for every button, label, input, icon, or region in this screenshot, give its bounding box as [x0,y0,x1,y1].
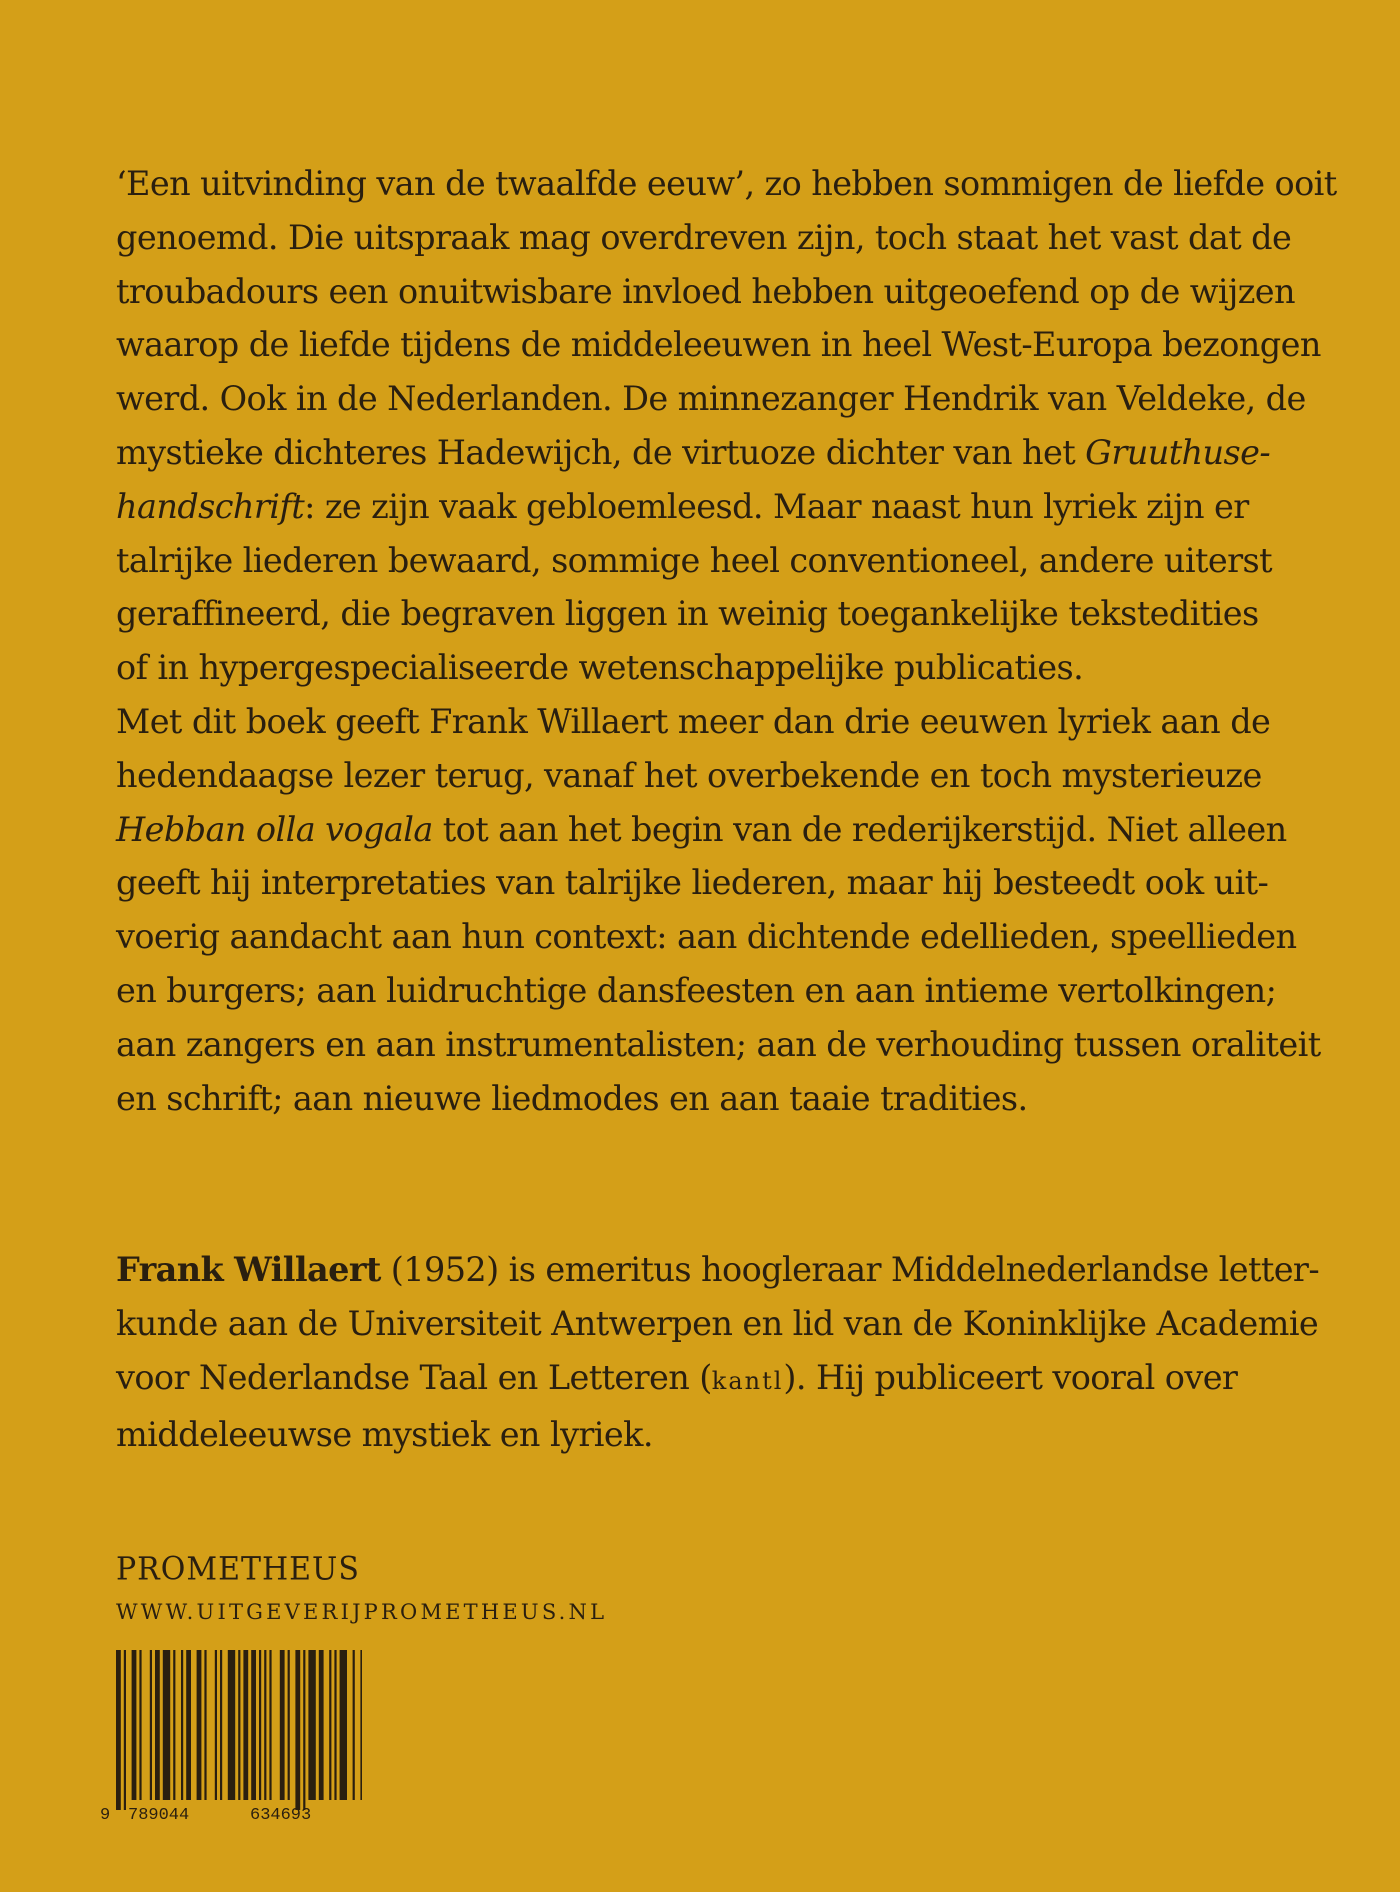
author-name: Frank Willaert [116,1250,381,1289]
blurb-italic-title: handschrift [116,486,305,526]
barcode-bar [228,1650,235,1800]
barcode-bar [181,1650,183,1800]
barcode-bar [139,1650,141,1800]
blurb-text: : ze zijn vaak gebloemleesd. Maar naast hun lyriek zijn er [304,486,1249,526]
barcode-bar [329,1650,331,1800]
isbn-digit-group: 9 [100,1806,111,1825]
bio-line [116,1243,1320,1297]
barcode-bar [251,1650,256,1800]
barcode-bar [220,1650,222,1800]
blurb-line [116,803,1287,857]
publisher-logo [116,1551,360,1592]
barcode-bar [303,1650,305,1810]
bio-text: voor Nederlandse Taal en Letteren ( [116,1357,712,1397]
blurb-line: waarop de liefde tijdens de middeleeuwen in heel West-Europa bezongen [116,325,1321,365]
barcode-bar [124,1650,126,1810]
barcode-bar [280,1650,285,1800]
barcode-bar [116,1650,121,1810]
blurb-line [116,426,1271,480]
blurb-line: talrijke liederen bewaard, sommige heel conventioneel, andere uiterst [116,540,1272,580]
blurb-line: en schrift; aan nieuwe liedmodes en aan taaie tradities. [116,1078,1028,1118]
barcode-bars [100,1650,362,1810]
blurb-line: of in hypergespecialiseerde wetenschappelijke publicaties. [116,648,1084,688]
barcode-bar [288,1650,290,1800]
blurb-line: en burgers; aan luidruchtige dansfeesten en aan intieme vertolkingen; [116,970,1277,1010]
barcode-bar [319,1650,324,1800]
barcode-bar [264,1650,266,1800]
barcode-bar [334,1650,336,1800]
barcode-bar [353,1650,355,1800]
barcode-bar [269,1650,271,1800]
barcode-bar [238,1650,240,1800]
barcode-bar [259,1650,261,1800]
barcode-bar [197,1650,202,1800]
barcode-bar [163,1650,170,1800]
blurb-italic-title: Gruuthuse- [1085,432,1271,472]
barcode-bar [340,1650,347,1800]
isbn-digit-group: 634693 [250,1806,312,1825]
blurb-text: tot aan het begin van de rederijkerstijd. Niet alleen [432,809,1287,849]
publisher-logo-text: PROMETHEUS [116,1551,360,1588]
blurb-line: ‘Een uitvinding van de twaalfde eeuw’, zo hebben sommigen de liefde ooit [116,164,1337,203]
blurb-text: mystieke dichteres Hadewijch, de virtuoze dichter van het [116,432,1086,472]
academy-abbreviation: kantl [711,1366,784,1395]
barcode-bar [186,1650,191,1800]
barcode-bar [204,1650,206,1800]
barcode-bar [360,1650,362,1800]
barcode-bar [308,1650,315,1800]
bio-text: (1952) is emeritus hoogleraar Middelnederlandse letter- [380,1250,1320,1289]
blurb-line: troubadours een onuitwisbare invloed hebben uitgeoefend op de wijzen [116,271,1296,311]
blurb-line: voerig aandacht aan hun context: aan dichtende edellieden, speellieden [116,917,1297,957]
blurb-line: geeft hij interpretaties van talrijke liederen, maar hij besteedt ook uit- [116,863,1269,903]
bio-line [116,1351,1238,1409]
isbn-barcode [100,1650,362,1820]
barcode-bar [150,1650,152,1800]
blurb-line: werd. Ook in de Nederlanden. De minnezanger Hendrik van Veldeke, de [116,379,1306,419]
barcode-bar [243,1650,248,1800]
blurb-line: genoemd. Die uitspraak mag overdreven zijn, toch staat het vast dat de [116,217,1292,257]
barcode-bar [173,1650,175,1800]
barcode-bar [155,1650,160,1800]
bio-text: ). Hij publiceert vooral over [783,1357,1238,1397]
barcode-bar [215,1650,217,1800]
blurb-line: Met dit boek geeft Frank Willaert meer dan drie eeuwen lyriek aan de [116,701,1271,741]
bio-line: middeleeuwse mystiek en lyriek. [116,1415,653,1455]
blurb-line: aan zangers en aan instrumentalisten; aan de verhouding tussen oraliteit [116,1024,1321,1064]
book-blurb [116,157,1337,1125]
isbn-digit-group: 789044 [128,1806,190,1825]
blurb-line: hedendaagse lezer terug, vanaf het overbekende en toch mysterieuze [116,755,1262,795]
blurb-line: geraffineerd, die begraven liggen in weinig toegankelijke tekstedities [116,594,1259,634]
bio-line: kunde aan de Universiteit Antwerpen en lid van de Koninklijke Academie [116,1303,1319,1343]
blurb-italic-title: Hebban olla vogala [116,809,433,849]
blurb-line [116,480,1249,534]
barcode-bar [295,1650,300,1810]
author-bio [116,1243,1320,1462]
publisher-website: WWW.UITGEVERIJPROMETHEUS.NL [116,1600,608,1624]
barcode-bar [132,1650,137,1800]
